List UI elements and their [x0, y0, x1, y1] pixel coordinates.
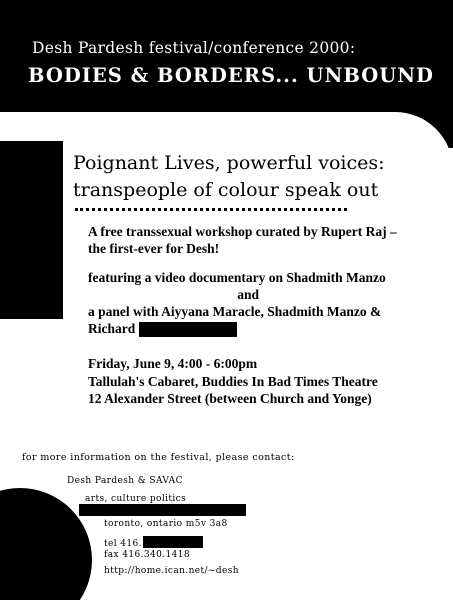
dotted-divider [75, 208, 347, 211]
event-title [73, 150, 443, 204]
panel-line1 [88, 303, 438, 320]
redaction-bar [139, 322, 237, 337]
panel-text-2: Richard [88, 321, 136, 336]
festival-heading: Desh Pardesh festival/conference 2000: [32, 39, 356, 57]
festival-theme: BODIES & BORDERS... UNBOUND [28, 64, 434, 87]
event-title-line2: transpeople of colour speak out [73, 179, 379, 201]
contact-tel-label: tel 416. [104, 539, 142, 549]
contact-org: Desh Pardesh & SAVAC [67, 476, 183, 486]
event-address: 12 Alexander Street (between Church and Yonge) [88, 391, 372, 406]
panel-text-1: a panel with Aiyyana Maracle, Shadmith Manzo & [88, 304, 382, 319]
workshop-line2: the first-ever for Desh! [88, 241, 220, 256]
contact-heading: for more information on the festival, please contact: [22, 452, 295, 463]
video-documentary-line: featuring a video documentary on Shadmith Manzo [88, 270, 386, 285]
left-black-bar [0, 141, 63, 319]
workshop-line1: A free transsexual workshop curated by Rupert Raj – [88, 224, 397, 239]
redaction-bar-tel [143, 536, 203, 548]
event-details [88, 355, 438, 408]
contact-tel [104, 536, 203, 549]
workshop-description [88, 223, 438, 257]
event-datetime: Friday, June 9, 4:00 - 6:00pm [88, 356, 258, 371]
contact-fax: fax 416.340.1418 [104, 550, 191, 560]
and-line: and [237, 287, 259, 302]
contact-url[interactable]: http://home.ican.net/~desh [104, 566, 239, 576]
contact-city: toronto, ontario m5v 3a8 [104, 519, 228, 529]
event-venue: Tallulah's Cabaret, Buddies In Bad Times Theatre [88, 373, 378, 389]
redaction-bar-address [79, 504, 246, 516]
event-title-line1: Poignant Lives, powerful voices: [73, 152, 385, 174]
contact-org-subtitle: arts, culture politics [85, 494, 187, 504]
panel-line2 [88, 320, 438, 337]
